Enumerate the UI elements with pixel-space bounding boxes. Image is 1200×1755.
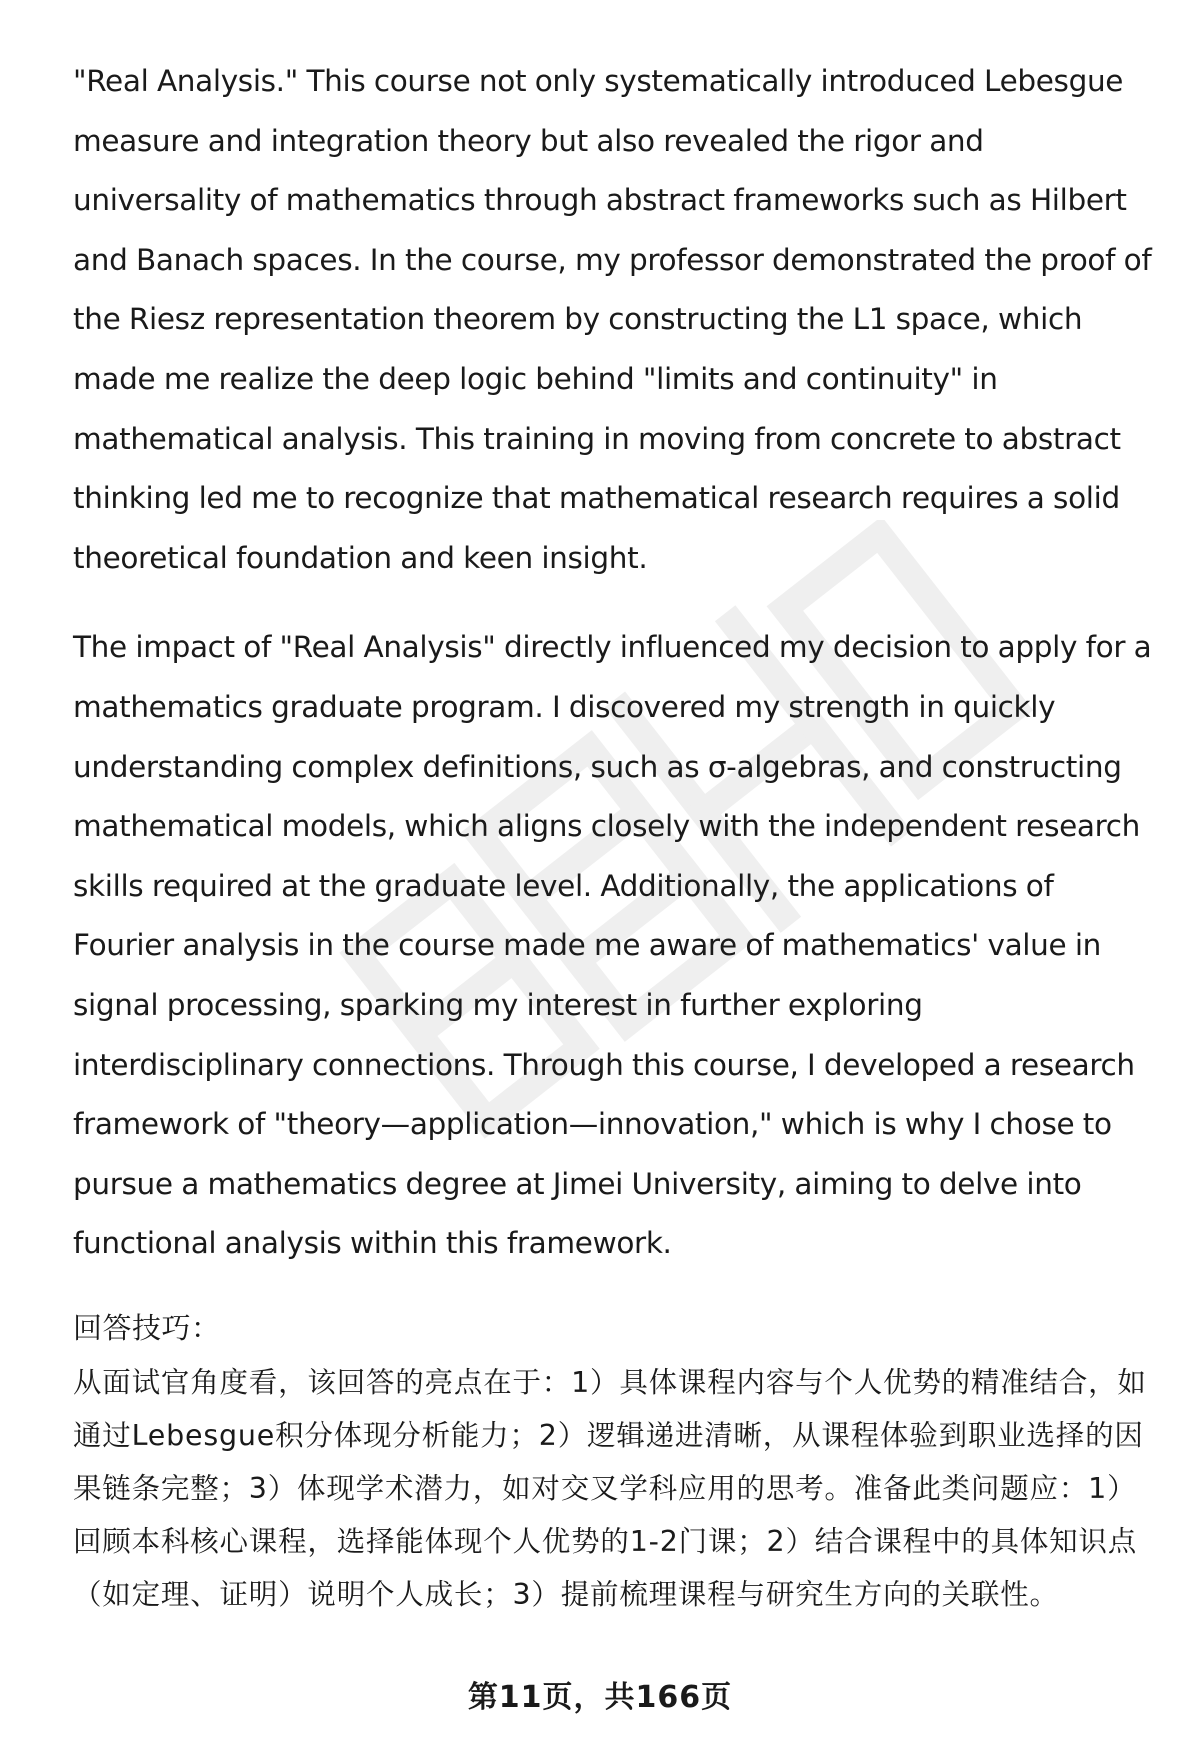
document-page [73,52,1158,1621]
tips-paragraph: 从面试官角度看，该回答的亮点在于：1）具体课程内容与个人优势的精准结合，如通过Lebesgue积分体现分析能力；2）逻辑递进清晰，从课程体验到职业选择的因果链条完整；3）体现学术潜力，如对交叉学科应用的思考。准备此类问题应：1）回顾本科核心课程，选择能体现个人优势的1-2门课；2）结合课程中的具体知识点（如定理、证明）说明个人成长；3）提前梳理课程与研究生方向的关联性。 [73,1365,1147,1611]
page-number-footer: 第11页，共166页 [467,1680,733,1715]
body-paragraph: The impact of "Real Analysis" directly influenced my decision to apply for a mathematics graduate program. I discovered my strength in quickly understanding complex definitions, such as σ-algebras, and constructing mathematical models, which aligns closely with the independent research skills required at the graduate level. Additionally, the applications of Fourier analysis in the course made me aware of mathematics' value in signal processing, sparking my interest in further exploring interdisciplinary connections. Through this course, I developed a research framework of "theory—application—innovation," which is why I chose to pursue a mathematics degree at Jimei University, aiming to delve into functional analysis within this framework. [73,630,1152,1261]
tips-heading: 回答技巧： [73,1310,221,1345]
answer-tips-section [73,1304,1158,1621]
body-paragraph: "Real Analysis." This course not only systematically introduced Lebesgue measure and integration theory but also revealed the rigor and universality of mathematics through abstract frameworks such as Hilbert and Banach spaces. In the course, my professor demonstrated the proof of the Riesz representation theorem by constructing the L1 space, which made me realize the deep logic behind "limits and continuity" in mathematical analysis. This training in moving from concrete to abstract thinking led me to recognize that mathematical research requires a solid theoretical foundation and keen insight. [73,64,1152,575]
